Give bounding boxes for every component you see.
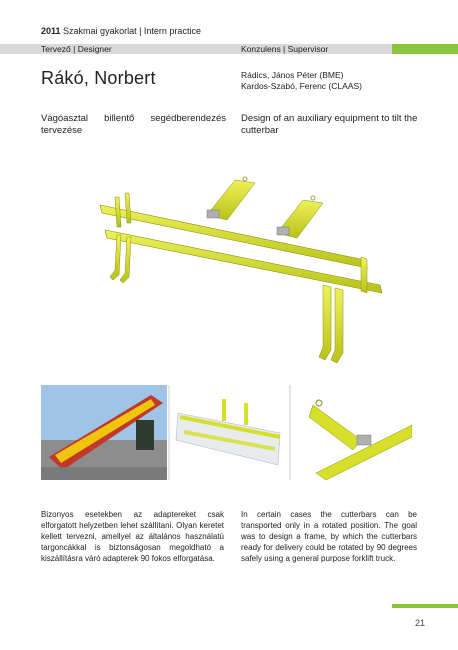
designer-label: Tervező | Designer [41,44,112,54]
header-year: 2011 [41,26,61,36]
frame-render-image [95,165,395,375]
supervisor-list [241,70,362,92]
project-title-en: Design of an auxiliary equipment to tilt the cutterbar [241,113,418,136]
supervisor-1: Rádics, János Péter (BME) [241,70,344,80]
header-band-accent [392,44,458,54]
bracket-detail-render [291,385,412,480]
cutterbar-photo [41,385,167,480]
frame-transparent-render [170,385,288,480]
header-title [41,26,201,36]
designer-name: Rákó, Norbert [41,68,156,88]
supervisor-2: Kardos-Szabó, Ferenc (CLAAS) [241,81,362,91]
description-hu: Bizonyos esetekben az adaptereket csak elforgatott helyzetben lehet szállítani. Olyan keretet kellett tervezni, amellyel az általános használatú targoncákkal is biztonságosan megoldható a kiszállításra váró adapterek 90 fokos elforgatása. [41,510,224,563]
footer-accent [392,604,458,608]
supervisor-label: Konzulens | Supervisor [241,44,329,54]
description-en: In certain cases the cutterbars can be transported only in a rotated position. The goal was to design a frame, by which the cutterbars ready for delivery could be rotated by 90 degrees safely using a general purpose forklift truck. [241,510,417,563]
header-text: Szakmai gyakorlat | Intern practice [63,26,201,36]
project-title-hu: Vágóasztal billentő segédberendezés tervezése [41,113,226,136]
page-number: 21 [415,618,426,628]
